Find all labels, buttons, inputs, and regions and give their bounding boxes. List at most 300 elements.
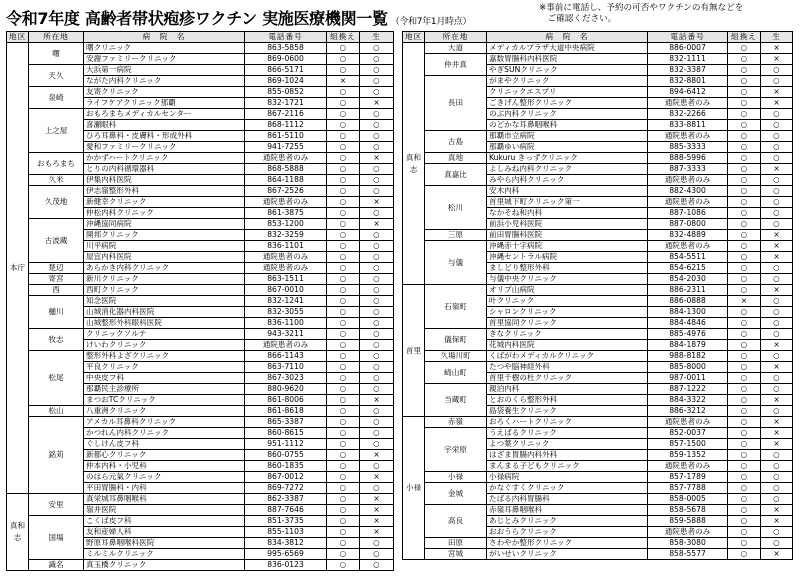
phone-number: 832-4889 <box>648 230 728 241</box>
hospital-name: 八重洲クリニック <box>84 406 245 417</box>
hospital-name: がいせいクリニック <box>487 549 648 560</box>
table-row <box>403 472 793 483</box>
recombinant-availability: ○ <box>327 417 360 428</box>
phone-number: 884-4846 <box>648 318 728 329</box>
table-row <box>403 505 793 516</box>
phone-number: 通院患者のみ <box>245 263 327 274</box>
area-cell: おもろまち <box>29 153 84 175</box>
hospital-name: 整形外科よざクリニック <box>84 351 245 362</box>
phone-number: 833-8811 <box>648 120 728 131</box>
area-cell: 古島 <box>425 131 487 153</box>
recombinant-availability: ○ <box>327 131 360 142</box>
recombinant-availability: ○ <box>728 98 761 109</box>
live-availability: ○ <box>360 65 394 76</box>
table-row <box>403 351 793 362</box>
live-availability: ○ <box>360 351 394 362</box>
area-cell: 石嶺町 <box>425 285 487 329</box>
phone-number: 858-5678 <box>648 505 728 516</box>
hospital-name: シャロンクリニック <box>487 307 648 318</box>
recombinant-availability: ○ <box>728 164 761 175</box>
recombinant-availability: ○ <box>728 43 761 54</box>
phone-number: 885-8000 <box>648 362 728 373</box>
phone-number: 832-2266 <box>648 109 728 120</box>
phone-number: 通院患者のみ <box>648 241 728 252</box>
phone-number: 862-3387 <box>245 494 327 505</box>
live-availability: ○ <box>360 175 394 186</box>
phone-number: 860-1835 <box>245 461 327 472</box>
recombinant-availability: ○ <box>327 263 360 274</box>
clinic-table-right <box>402 31 793 560</box>
live-availability: ○ <box>360 87 394 98</box>
recombinant-availability: ○ <box>728 494 761 505</box>
live-availability: ○ <box>360 208 394 219</box>
table-row <box>7 494 394 505</box>
recombinant-availability: ○ <box>728 241 761 252</box>
phone-number: 884-1879 <box>648 340 728 351</box>
live-availability: ○ <box>761 263 793 274</box>
hospital-name: 安木内科 <box>487 186 648 197</box>
recombinant-availability: ○ <box>728 175 761 186</box>
header-tel: 電話番号 <box>648 32 728 43</box>
area-cell: 久茂地 <box>29 186 84 219</box>
phone-number: 通院患者のみ <box>245 197 327 208</box>
phone-number: 832-3259 <box>245 230 327 241</box>
phone-number: 869-7272 <box>245 483 327 494</box>
hospital-name: 仲松内科クリニック <box>84 208 245 219</box>
recombinant-availability: ○ <box>327 197 360 208</box>
live-availability: ○ <box>761 450 793 461</box>
recombinant-availability: ○ <box>728 131 761 142</box>
live-availability: ○ <box>360 241 394 252</box>
hospital-name: かなぐすくクリニック <box>487 483 648 494</box>
phone-number: 869-1024 <box>245 76 327 87</box>
clinic-table-left <box>6 31 394 571</box>
live-availability: ○ <box>360 54 394 65</box>
hospital-name: まんまる子どもクリニック <box>487 461 648 472</box>
recombinant-availability: ○ <box>327 538 360 549</box>
live-availability: × <box>761 98 793 109</box>
live-availability: ○ <box>360 329 394 340</box>
hospital-name: おろくハートクリニック <box>487 417 648 428</box>
hospital-name: 友和産婦人科 <box>84 527 245 538</box>
live-availability: × <box>360 219 394 230</box>
region-cell: 本庁 <box>7 43 29 494</box>
live-availability: × <box>761 340 793 351</box>
as-of-date: （令和7年1月時点） <box>390 17 472 27</box>
live-availability: × <box>360 98 394 109</box>
hospital-name: 西町クリニック <box>84 285 245 296</box>
live-availability: ○ <box>761 406 793 417</box>
hospital-name: きなクリニック <box>487 329 648 340</box>
live-availability: ○ <box>360 538 394 549</box>
header-area: 所在地 <box>425 32 487 43</box>
area-cell: 大道 <box>425 43 487 54</box>
table-row <box>7 274 394 285</box>
area-cell: 国場 <box>29 516 84 560</box>
area-cell: 高良 <box>425 505 487 538</box>
recombinant-availability: ○ <box>728 428 761 439</box>
recombinant-availability: ○ <box>728 384 761 395</box>
area-cell: 仲井真 <box>425 54 487 76</box>
header-hospital: 病 院 名 <box>487 32 648 43</box>
hospital-name: たつや脳神経外科 <box>487 362 648 373</box>
hospital-name: 安謝ファミリークリニック <box>84 54 245 65</box>
table-row <box>403 43 793 54</box>
header-area: 所在地 <box>29 32 84 43</box>
phone-number: 887-0800 <box>648 219 728 230</box>
live-availability: ○ <box>360 274 394 285</box>
phone-number: 855-1103 <box>245 527 327 538</box>
table-row <box>403 483 793 494</box>
hospital-name: ぐしけん皮フ科 <box>84 439 245 450</box>
phone-number: 859-1352 <box>648 450 728 461</box>
live-availability: × <box>360 153 394 164</box>
hospital-name: くばがわメディカルクリニック <box>487 351 648 362</box>
hospital-name: 平良クリニック <box>84 362 245 373</box>
recombinant-availability: ○ <box>327 230 360 241</box>
hospital-name: 嘉数胃腸科内科医院 <box>487 54 648 65</box>
live-availability: ○ <box>360 230 394 241</box>
live-availability: × <box>360 395 394 406</box>
live-availability: ○ <box>761 76 793 87</box>
hospital-name: 叶クリニック <box>487 296 648 307</box>
phone-number: 857-1500 <box>648 439 728 450</box>
header-recombinant: 組換え <box>728 32 761 43</box>
page-header <box>6 3 794 31</box>
live-availability: × <box>761 230 793 241</box>
recombinant-availability: ○ <box>327 340 360 351</box>
area-cell: 金城 <box>425 483 487 505</box>
hospital-name: 知念医院 <box>84 296 245 307</box>
region-cell: 真和志 <box>7 494 29 571</box>
table-body-right <box>403 43 793 560</box>
hospital-name: 沖縄赤十字病院 <box>487 241 648 252</box>
live-availability: ○ <box>761 527 793 538</box>
phone-number: 858-5577 <box>648 549 728 560</box>
recombinant-availability: ○ <box>327 54 360 65</box>
hospital-name: 首里城下町クリニック第一 <box>487 197 648 208</box>
live-availability: ○ <box>360 384 394 395</box>
hospital-name: 首里協同クリニック <box>487 318 648 329</box>
region-cell: 真和志 <box>403 43 425 285</box>
table-header-row <box>403 32 793 43</box>
live-availability: × <box>360 472 394 483</box>
live-availability: × <box>761 54 793 65</box>
recombinant-availability: ○ <box>728 362 761 373</box>
hospital-name: みやら内科クリニック <box>487 175 648 186</box>
hospital-name: なかそね和内科 <box>487 208 648 219</box>
live-availability: ○ <box>360 76 394 87</box>
live-availability: ○ <box>761 153 793 164</box>
phone-number: 855-0852 <box>245 87 327 98</box>
hospital-name: 前田胃腸科医院 <box>487 230 648 241</box>
recombinant-availability: ○ <box>327 186 360 197</box>
area-cell: 長田 <box>425 76 487 131</box>
phone-number: 832-1111 <box>648 54 728 65</box>
recombinant-availability: ○ <box>728 153 761 164</box>
hospital-name: 小禄病院 <box>487 472 648 483</box>
recombinant-availability: ○ <box>728 252 761 263</box>
recombinant-availability: ○ <box>728 373 761 384</box>
phone-number: 854-6215 <box>648 263 728 274</box>
live-availability: ○ <box>761 307 793 318</box>
hospital-name: とおのくら整形外科 <box>487 395 648 406</box>
hospital-name: オリブ山病院 <box>487 285 648 296</box>
recombinant-availability: ○ <box>327 109 360 120</box>
reservation-note: ※事前に電話し、予約の可否やワクチンの有無などを ご確認ください。 <box>539 3 744 24</box>
table-row <box>7 109 394 120</box>
hospital-name: こくば皮フ科 <box>84 516 245 527</box>
hospital-name: まつおTCクリニック <box>84 395 245 406</box>
table-row <box>7 186 394 197</box>
hospital-name: かつれん内科クリニック <box>84 428 245 439</box>
hospital-name: のどかな耳鼻咽喉科 <box>487 120 648 131</box>
phone-number: 886-3212 <box>648 406 728 417</box>
area-cell: 天久 <box>29 65 84 87</box>
phone-number: 867-0010 <box>245 285 327 296</box>
hospital-name: あらかき内科クリニック <box>84 263 245 274</box>
phone-number: 858-0005 <box>648 494 728 505</box>
hospital-name: やぎSUNクリニック <box>487 65 648 76</box>
recombinant-availability: ○ <box>728 274 761 285</box>
phone-number: 860-0755 <box>245 450 327 461</box>
live-availability: × <box>761 43 793 54</box>
live-availability: ○ <box>761 318 793 329</box>
phone-number: 834-3812 <box>245 538 327 549</box>
live-availability: × <box>761 241 793 252</box>
area-cell: 寄宮 <box>29 274 84 285</box>
live-availability: ○ <box>360 406 394 417</box>
phone-number: 865-3387 <box>245 417 327 428</box>
area-cell: 赤嶺 <box>425 417 487 428</box>
phone-number: 886-0888 <box>648 296 728 307</box>
hospital-name: ながた内科クリニック <box>84 76 245 87</box>
phone-number: 886-2311 <box>648 285 728 296</box>
live-availability: ○ <box>360 373 394 384</box>
recombinant-availability: ○ <box>728 87 761 98</box>
hospital-name: 前浜小児科医院 <box>487 219 648 230</box>
recombinant-availability: ○ <box>728 417 761 428</box>
recombinant-availability: ○ <box>327 505 360 516</box>
hospital-name: 山城消化器内科医院 <box>84 307 245 318</box>
table-row <box>7 516 394 527</box>
hospital-name: 首里千樹の杜クリニック <box>487 373 648 384</box>
phone-number: 832-8801 <box>648 76 728 87</box>
hospital-name: 花城内科医院 <box>487 340 648 351</box>
phone-number: 880-9620 <box>245 384 327 395</box>
recombinant-availability: ○ <box>728 538 761 549</box>
recombinant-availability: ○ <box>728 439 761 450</box>
phone-number: 884-3322 <box>648 395 728 406</box>
phone-number: 943-3211 <box>245 329 327 340</box>
table-row <box>403 164 793 175</box>
hospital-name: 山城整形外科眼科医院 <box>84 318 245 329</box>
table-row <box>403 54 793 65</box>
hospital-name: 真栄城耳鼻咽喉科 <box>84 494 245 505</box>
area-cell: 松尾 <box>29 351 84 406</box>
hospital-name: 平田胃腸科・内科 <box>84 483 245 494</box>
recombinant-availability: ○ <box>728 230 761 241</box>
live-availability: ○ <box>761 472 793 483</box>
table-row <box>7 65 394 76</box>
recombinant-availability: ○ <box>728 329 761 340</box>
table-row <box>403 549 793 560</box>
table-row <box>7 87 394 98</box>
phone-number: 通院患者のみ <box>648 175 728 186</box>
phone-number: 894-6412 <box>648 87 728 98</box>
recombinant-availability: ○ <box>728 285 761 296</box>
live-availability: ○ <box>360 417 394 428</box>
area-cell: 当蔵町 <box>425 384 487 417</box>
hospital-name: 喜瀬眼科 <box>84 120 245 131</box>
area-cell: 崎山町 <box>425 362 487 384</box>
recombinant-availability: ○ <box>327 450 360 461</box>
recombinant-availability: ○ <box>327 120 360 131</box>
hospital-name: がまやクリニック <box>487 76 648 87</box>
live-availability: ○ <box>761 142 793 153</box>
live-availability: ○ <box>360 362 394 373</box>
table-row <box>7 351 394 362</box>
hospital-name: ミルミルクリニック <box>84 549 245 560</box>
hospital-name: メディカルプラザ大道中央病院 <box>487 43 648 54</box>
hospital-name: のはら元氣クリニック <box>84 472 245 483</box>
hospital-name: 那覇市立病院 <box>487 131 648 142</box>
live-availability: ○ <box>360 560 394 571</box>
live-availability: ○ <box>761 373 793 384</box>
live-availability: ○ <box>761 175 793 186</box>
live-availability: ○ <box>761 186 793 197</box>
phone-number: 832-3055 <box>245 307 327 318</box>
recombinant-availability: ○ <box>327 428 360 439</box>
live-availability: ○ <box>360 131 394 142</box>
phone-number: 988-8182 <box>648 351 728 362</box>
phone-number: 858-3080 <box>648 538 728 549</box>
hospital-name: 新都心クリニック <box>84 450 245 461</box>
recombinant-availability: ○ <box>728 65 761 76</box>
hospital-name: よつ葉クリニック <box>487 439 648 450</box>
phone-number: 864-1188 <box>245 175 327 186</box>
phone-number: 通院患者のみ <box>648 98 728 109</box>
live-availability: ○ <box>360 428 394 439</box>
table-header-row <box>7 32 394 43</box>
phone-number: 995-6569 <box>245 549 327 560</box>
phone-number: 861-8618 <box>245 406 327 417</box>
phone-number: 887-7646 <box>245 505 327 516</box>
recombinant-availability: ○ <box>327 494 360 505</box>
recombinant-availability: ○ <box>327 373 360 384</box>
live-availability: ○ <box>761 131 793 142</box>
live-availability: ○ <box>761 483 793 494</box>
phone-number: 通院患者のみ <box>245 252 327 263</box>
live-availability: ○ <box>360 43 394 54</box>
recombinant-availability: ○ <box>327 384 360 395</box>
recombinant-availability: ○ <box>327 285 360 296</box>
hospital-name: 新川クリニック <box>84 274 245 285</box>
live-availability: × <box>761 439 793 450</box>
phone-number: 863-1511 <box>245 274 327 285</box>
table-row <box>7 285 394 296</box>
phone-number: 852-0037 <box>648 428 728 439</box>
recombinant-availability: ○ <box>728 120 761 131</box>
area-cell: 識名 <box>29 560 84 571</box>
table-row <box>7 263 394 274</box>
phone-number: 887-1222 <box>648 384 728 395</box>
recombinant-availability: ○ <box>728 109 761 120</box>
phone-number: 884-1300 <box>648 307 728 318</box>
area-cell: 真嘉比 <box>425 164 487 186</box>
recombinant-availability: ○ <box>327 527 360 538</box>
hospital-name: おもろまちメディカルセンター <box>84 109 245 120</box>
recombinant-availability: ○ <box>327 219 360 230</box>
phone-number: 836-1100 <box>245 318 327 329</box>
recombinant-availability: ○ <box>327 307 360 318</box>
area-cell: 与儀 <box>425 241 487 285</box>
live-availability: × <box>761 252 793 263</box>
recombinant-availability: ○ <box>728 263 761 274</box>
hospital-name: さわやか整形クリニック <box>487 538 648 549</box>
live-availability: × <box>761 362 793 373</box>
phone-number: 857-7788 <box>648 483 728 494</box>
recombinant-availability: ○ <box>327 65 360 76</box>
recombinant-availability: ○ <box>728 461 761 472</box>
area-cell: 古波蔵 <box>29 219 84 263</box>
table-row <box>403 362 793 373</box>
hospital-name: アメカル耳鼻科クリニック <box>84 417 245 428</box>
recombinant-availability: ○ <box>728 142 761 153</box>
phone-number: 866-5171 <box>245 65 327 76</box>
hospital-name: 伊集内科医院 <box>84 175 245 186</box>
recombinant-availability: ○ <box>327 43 360 54</box>
hospital-name: 那覇民主診療所 <box>84 384 245 395</box>
phone-number: 861-8006 <box>245 395 327 406</box>
area-cell: 安里 <box>29 494 84 516</box>
recombinant-availability: ○ <box>728 516 761 527</box>
phone-number: 869-0600 <box>245 54 327 65</box>
hospital-name: とりの内科循環器科 <box>84 164 245 175</box>
recombinant-availability: ○ <box>327 98 360 109</box>
recombinant-availability: ○ <box>728 527 761 538</box>
phone-number: 通院患者のみ <box>648 461 728 472</box>
area-cell: 小禄 <box>425 472 487 483</box>
hospital-name: 中央皮フ科 <box>84 373 245 384</box>
area-cell: 儀保町 <box>425 329 487 351</box>
table-row <box>403 230 793 241</box>
hospital-name: たばる内科胃腸科 <box>487 494 648 505</box>
phone-number: 941-7255 <box>245 142 327 153</box>
recombinant-availability: ○ <box>327 318 360 329</box>
live-availability: × <box>360 197 394 208</box>
hospital-name: おおうらクリニック <box>487 527 648 538</box>
hospital-name: 屋宜内科医院 <box>84 252 245 263</box>
phone-number: 通院患者のみ <box>648 417 728 428</box>
table-row <box>7 417 394 428</box>
area-cell: 曙 <box>29 43 84 65</box>
table-row <box>403 131 793 142</box>
recombinant-availability: × <box>327 76 360 87</box>
phone-number: 863-7110 <box>245 362 327 373</box>
phone-number: 通院患者のみ <box>245 153 327 164</box>
phone-number: 866-1143 <box>245 351 327 362</box>
area-cell: 樋川 <box>29 296 84 329</box>
live-availability: ○ <box>360 186 394 197</box>
phone-number: 854-2030 <box>648 274 728 285</box>
table-row <box>403 241 793 252</box>
table-row <box>403 186 793 197</box>
phone-number: 861-3875 <box>245 208 327 219</box>
recombinant-availability: ○ <box>327 175 360 186</box>
recombinant-availability: ○ <box>728 395 761 406</box>
area-cell: 三原 <box>425 230 487 241</box>
